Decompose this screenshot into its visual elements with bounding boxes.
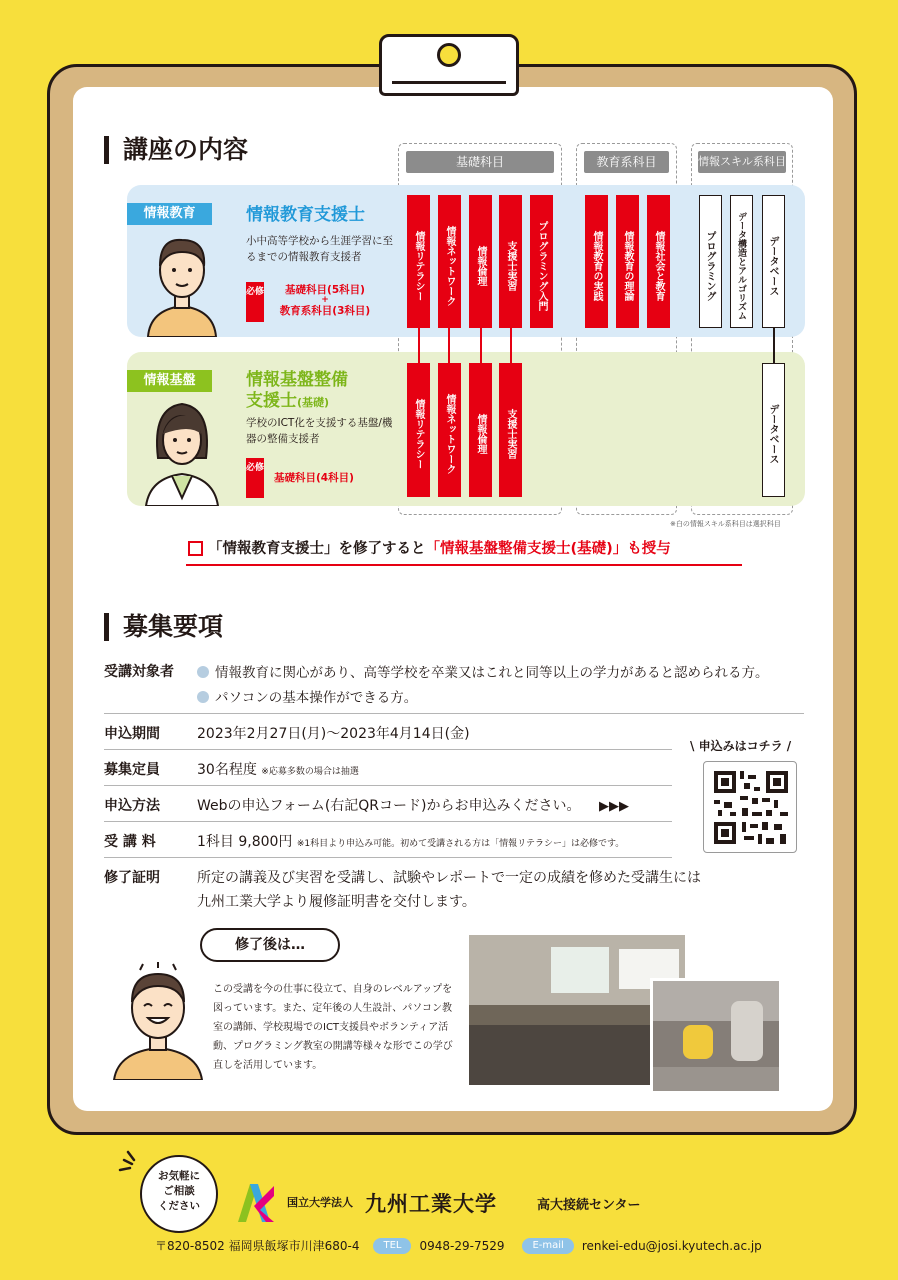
divider [104, 713, 804, 714]
course-info-literacy: 情報リテラシー [407, 195, 430, 328]
label-capacity: 募集定員 [104, 762, 160, 778]
tel-label: TEL [373, 1238, 411, 1254]
connector [448, 325, 450, 365]
divider [104, 857, 672, 858]
address: 〒820-8502 福岡県飯塚市川津680-4 [155, 1239, 360, 1253]
connector [418, 325, 420, 365]
arrow-right-icon: ▶▶▶ [598, 799, 629, 814]
course-database: データベース [762, 195, 785, 328]
role1-required-tag: 必修 [246, 282, 264, 322]
role2-desc: 学校のICT化を支援する基盤/機器の整備支援者 [246, 417, 393, 445]
period-value: 2023年2月27日(月)～2023年4月14日(金) [197, 726, 470, 742]
center-name: 高大接続センター [537, 1198, 641, 1213]
email-label: E-mail [522, 1238, 573, 1254]
fee-value: 1科目 9,800円 ※1科目より申込み可能。初めて受講される方は「情報リテラシー」は必修です。 [197, 834, 625, 850]
course-info-literacy: 情報リテラシー [407, 363, 430, 497]
sparkle-icon [118, 1150, 148, 1180]
course-practicum: 支援士実習 [499, 363, 522, 497]
person-icon-3 [110, 962, 206, 1080]
tel-number[interactable]: 0948-29-7529 [419, 1238, 505, 1253]
role1-title: 情報教育支援士 [246, 205, 365, 225]
qr-code-icon[interactable] [704, 762, 798, 854]
after-description: この受講を今の仕事に役立て、自身のレベルアップを図っています。また、定年後の人生設計、パソコン教室の講師、学校現場でのICT支援員やボランティア活動、プログラミング教室の開講等様々な形でこの学び直しを活用しています。 [213, 984, 453, 1071]
person-icon-1 [140, 232, 224, 337]
course-society-edu: 情報社会と教育 [647, 195, 670, 328]
capacity-value: 30名程度 ※応募多数の場合は抽選 [197, 762, 359, 778]
certificate-line-2: 九州工業大学より履修証明書を交付します。 [197, 894, 476, 910]
column-heading-edu: 教育系科目 [584, 151, 669, 173]
connector [773, 328, 775, 364]
slash-icon: / [782, 739, 792, 753]
contact-line [155, 1237, 762, 1254]
role2-badge: 情報基盤 [127, 370, 212, 392]
connector [480, 325, 482, 365]
label-method: 申込方法 [104, 798, 160, 814]
divider [104, 821, 672, 822]
certificate-line-1: 所定の講義及び実習を受講し、試験やレポートで一定の成績を修めた受講生には [197, 870, 701, 886]
column-heading-basic: 基礎科目 [406, 151, 554, 173]
after-heading-bubble: 修了後は… [200, 928, 340, 962]
role1-requirements: 基礎科目(5科目) + 教育系科目(3科目) [279, 284, 371, 317]
label-target: 受講対象者 [104, 664, 174, 680]
column-heading-skill: 情報スキル系科目 [698, 151, 786, 173]
person-icon-2 [140, 398, 224, 506]
role2-band [127, 352, 805, 506]
course-info-network: 情報ネットワーク [438, 363, 461, 497]
qr-code-frame[interactable] [703, 761, 797, 853]
bullet-icon [197, 666, 209, 678]
divider [104, 749, 672, 750]
course-practicum: 支援士実習 [499, 195, 522, 328]
role2-title: 情報基盤整備 支援士(基礎) [246, 370, 348, 411]
course-data-structures: データ構造とアルゴリズム [730, 195, 753, 328]
bullet-icon [197, 691, 209, 703]
clipboard-clip [379, 34, 519, 96]
label-period: 申込期間 [104, 726, 160, 742]
elective-note: ※白の情報スキル系科目は選択科目 [670, 520, 781, 528]
course-edu-practice: 情報教育の実践 [585, 195, 608, 328]
grant-statement: 「情報教育支援士」を修了すると「情報基盤整備支援士(基礎)」も授与 [186, 536, 742, 566]
role2-required-tag: 必修 [246, 458, 264, 498]
divider [104, 785, 672, 786]
label-certificate: 修了証明 [104, 870, 160, 886]
email-address[interactable]: renkei-edu@josi.kyutech.ac.jp [581, 1238, 762, 1253]
check-icon [188, 541, 203, 556]
connector [510, 325, 512, 365]
course-info-network: 情報ネットワーク [438, 195, 461, 328]
qr-heading: \ 申込みはコチラ / [690, 739, 792, 753]
course-info-ethics: 情報倫理 [469, 363, 492, 497]
course-database: データベース [762, 363, 785, 497]
university-prefix: 国立大学法人 [287, 1196, 353, 1209]
course-edu-theory: 情報教育の理論 [616, 195, 639, 328]
label-fee: 受 講 料 [104, 834, 156, 850]
workshop-photo [650, 978, 782, 1094]
university-logo-icon [236, 1180, 276, 1224]
target-item-1: 情報教育に関心があり、高等学校を卒業又はこれと同等以上の学力があると認められる方。 [197, 661, 769, 681]
section-title-course: 講座の内容 [104, 136, 248, 164]
university-name: 九州工業大学 [365, 1192, 497, 1216]
contact-bubble: お気軽に ご相談 ください [140, 1155, 218, 1233]
target-item-2: パソコンの基本操作ができる方。 [197, 686, 417, 706]
role2-requirements: 基礎科目(4科目) [274, 472, 354, 484]
role1-badge: 情報教育 [127, 203, 212, 225]
slash-icon: \ [690, 739, 699, 753]
section-title-recruit: 募集要項 [104, 613, 223, 641]
course-programming: プログラミング [699, 195, 722, 328]
course-intro-programming: プログラミング入門 [530, 195, 553, 328]
role1-desc: 小中高等学校から生涯学習に至るまでの情報教育支援者 [246, 235, 393, 263]
course-info-ethics: 情報倫理 [469, 195, 492, 328]
method-value: Webの申込フォーム(右記QRコード)からお申込みください。 ▶▶▶ [197, 798, 629, 814]
